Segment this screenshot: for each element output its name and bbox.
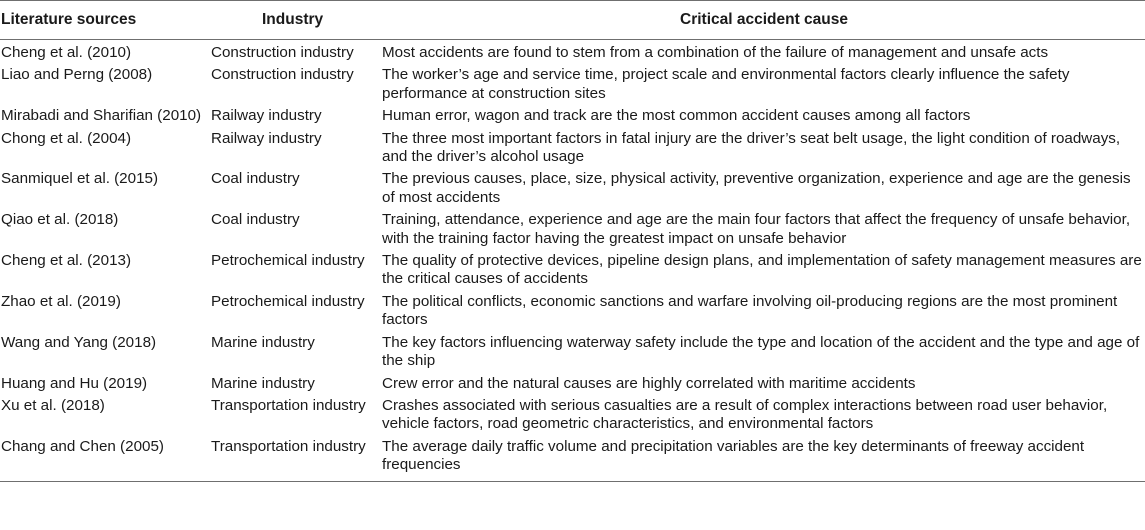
cell-cause: Training, attendance, experience and age are the main four factors that affect the frequency of unsafe behavior, with the training factor having the greatest impact on unsafe behavior [382,211,1131,247]
table-row [0,249,1145,290]
cell-cause: The political conflicts, economic sanctions and warfare involving oil-producing regions are the most prominent factors [382,292,1118,329]
cell-source: Liao and Perng (2008) [1,66,153,84]
header-critical-accident-cause: Critical accident cause [382,1,1145,40]
table-header [0,1,1145,40]
cell-source: Huang and Hu (2019) [1,374,148,392]
cell-industry: Coal industry [211,170,300,188]
cell-industry: Railway industry [211,129,322,147]
header-literature-sources: Literature sources [0,1,208,40]
table-row [0,290,1145,331]
cell-cause: Crew error and the natural causes are highly correlated with maritime accidents [382,374,916,392]
table-row [0,104,1145,126]
cell-source: Mirabadi and Sharifian (2010) [1,107,202,125]
cell-industry: Marine industry [211,333,315,351]
table-body [0,40,1145,482]
cell-industry: Transportation industry [208,435,382,481]
cell-cause: The previous causes, place, size, physical activity, preventive organization, experience and age are the genesis of most accidents [382,170,1131,206]
table-row [0,394,1145,435]
cell-source: Wang and Yang (2018) [1,333,157,351]
cell-source: Cheng et al. (2010) [1,44,132,61]
cell-cause: The quality of protective devices, pipeline design plans, and implementation of safety management measures are the critical causes of accidents [382,252,1142,288]
cell-industry: Construction industry [211,44,354,61]
cell-industry: Petrochemical industry [211,292,365,310]
cell-source: Xu et al. (2018) [1,396,105,414]
cell-source: Cheng et al. (2013) [1,252,132,270]
cell-industry: Coal industry [211,211,300,229]
cell-source: Zhao et al. (2019) [1,292,121,310]
header-row [0,1,1145,40]
cell-industry: Railway industry [211,107,322,125]
table-row [0,40,1145,64]
cell-industry: Construction industry [211,66,354,84]
cell-source: Chang and Chen (2005) [0,435,208,481]
cell-source: Sanmiquel et al. (2015) [1,170,159,188]
table-row [0,372,1145,394]
table-row [0,331,1145,372]
cell-industry: Transportation industry [211,396,366,414]
cell-industry: Petrochemical industry [211,252,365,270]
cell-cause: The worker’s age and service time, project scale and environmental factors clearly influence the safety performance at construction sites [382,66,1070,102]
header-industry: Industry [208,1,382,40]
cell-source: Chong et al. (2004) [1,129,132,147]
table-row [0,167,1145,208]
table-row [0,435,1145,481]
cell-cause: Most accidents are found to stem from a combination of the failure of management and unsafe acts [382,44,1049,61]
table-row [0,127,1145,168]
cell-cause: The average daily traffic volume and precipitation variables are the key determinants of freeway accident frequencies [382,435,1145,481]
table-row [0,208,1145,249]
cell-cause: Human error, wagon and track are the most common accident causes among all factors [382,107,971,125]
table-row [0,63,1145,104]
cell-source: Qiao et al. (2018) [1,211,119,229]
cell-cause: The three most important factors in fatal injury are the driver’s seat belt usage, the light condition of roadways, and the driver’s alcohol usage [382,129,1121,166]
cell-cause: Crashes associated with serious casualties are a result of complex interactions between road user behavior, vehicle factors, road geometric characteristics, and environmental factors [382,396,1108,433]
cell-cause: The key factors influencing waterway safety include the type and location of the accident and the type and age of the ship [382,333,1140,370]
cell-industry: Marine industry [211,374,315,392]
